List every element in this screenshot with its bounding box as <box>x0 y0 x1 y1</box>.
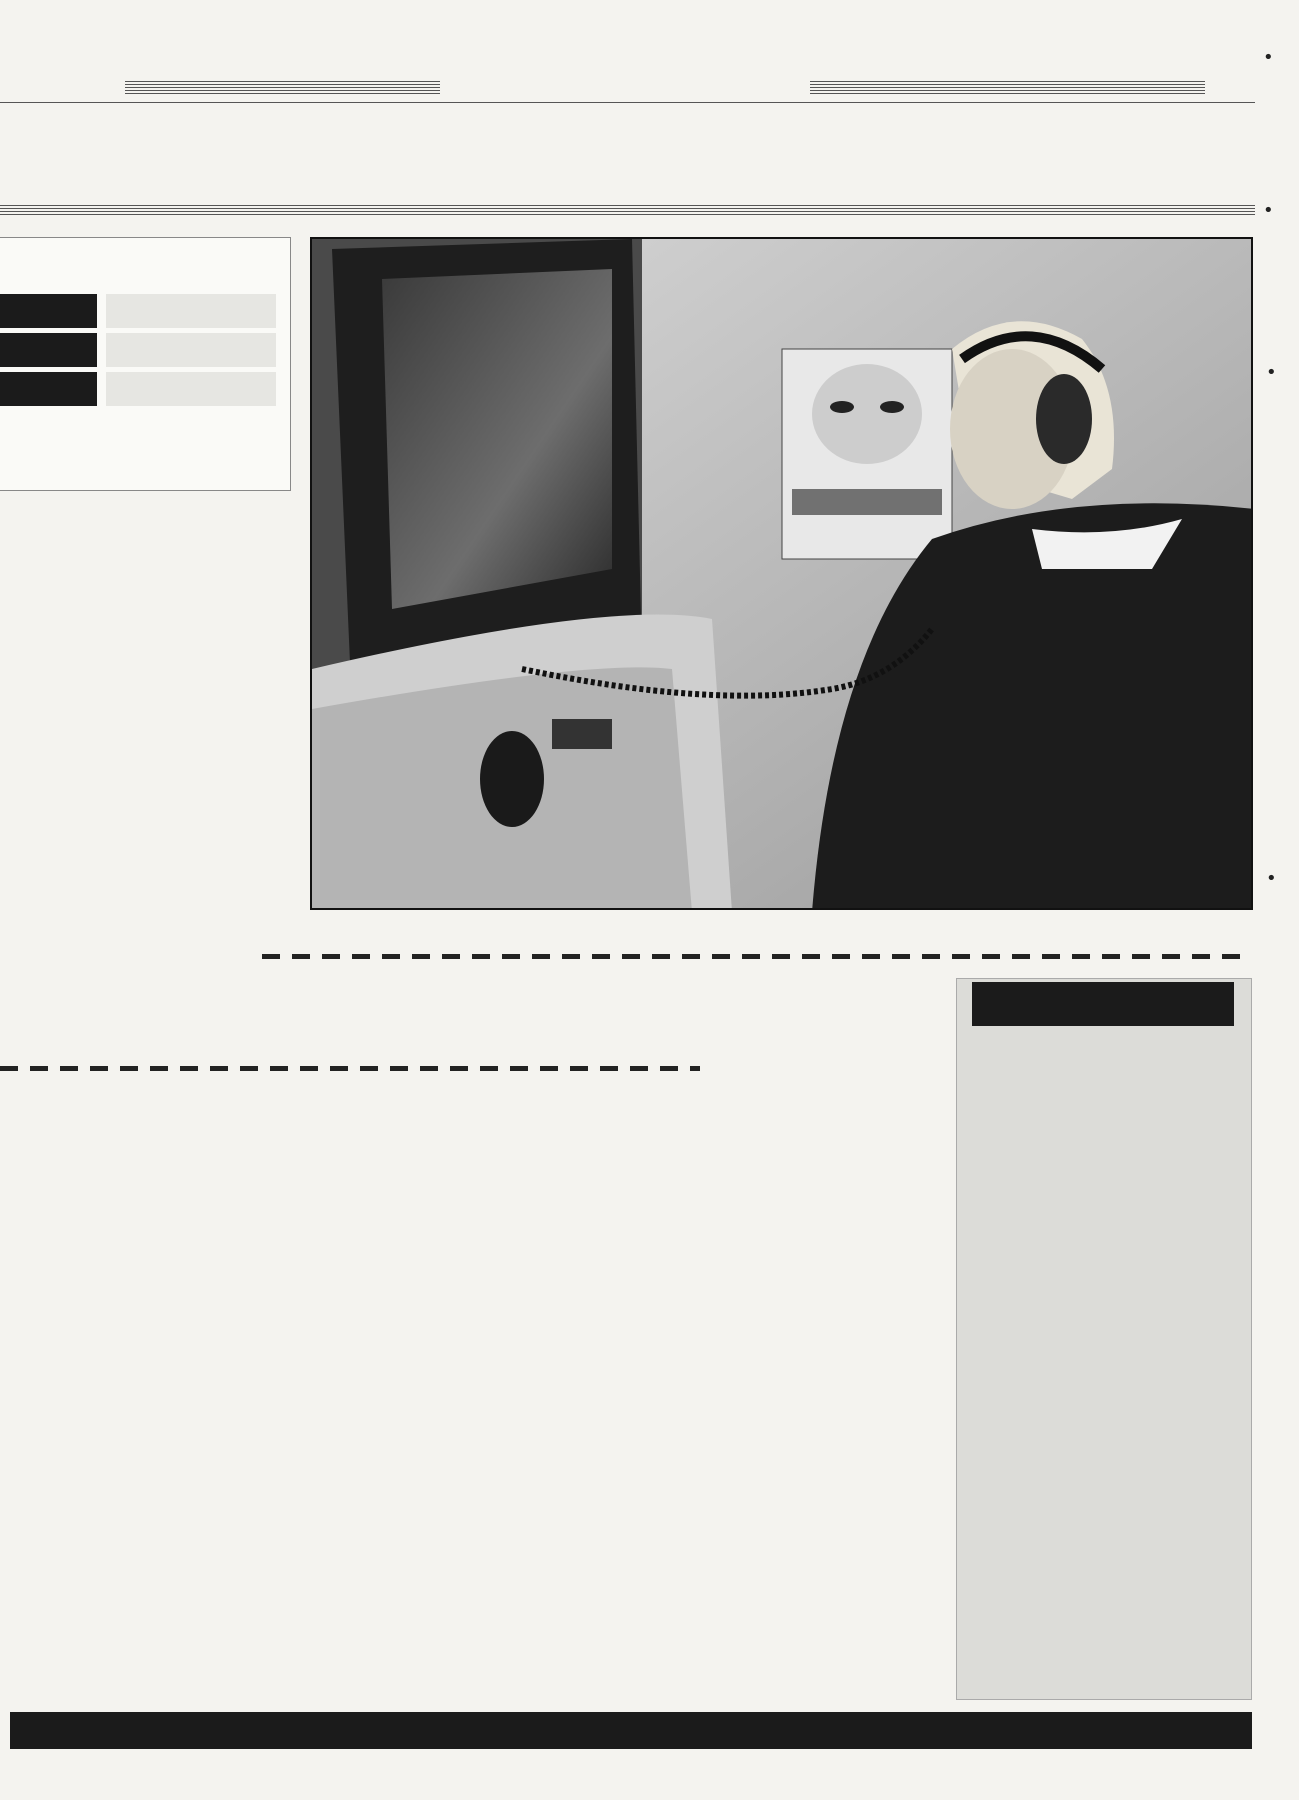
headline-rule <box>0 205 1255 215</box>
stat-label <box>106 372 276 406</box>
stat-value <box>0 333 97 367</box>
footer-banner <box>10 1712 1252 1749</box>
margin-mark: • <box>1263 200 1274 221</box>
article-photo <box>310 237 1253 910</box>
information-header <box>972 982 1234 1026</box>
stat-label <box>106 294 276 328</box>
dashed-rule-top <box>262 954 1252 959</box>
margin-mark: • <box>1266 868 1277 889</box>
header-rule-right <box>810 80 1205 94</box>
margin-mark: • <box>1263 47 1274 68</box>
stat-value <box>0 372 97 406</box>
information-box <box>956 978 1252 1700</box>
stat-value <box>0 294 97 328</box>
header-underline <box>0 102 1255 103</box>
photo-illustration <box>312 239 1253 910</box>
stat-label <box>106 333 276 367</box>
margin-mark: • <box>1266 362 1277 383</box>
dashed-rule-bottom <box>0 1066 700 1071</box>
header-rule-left <box>125 80 440 94</box>
